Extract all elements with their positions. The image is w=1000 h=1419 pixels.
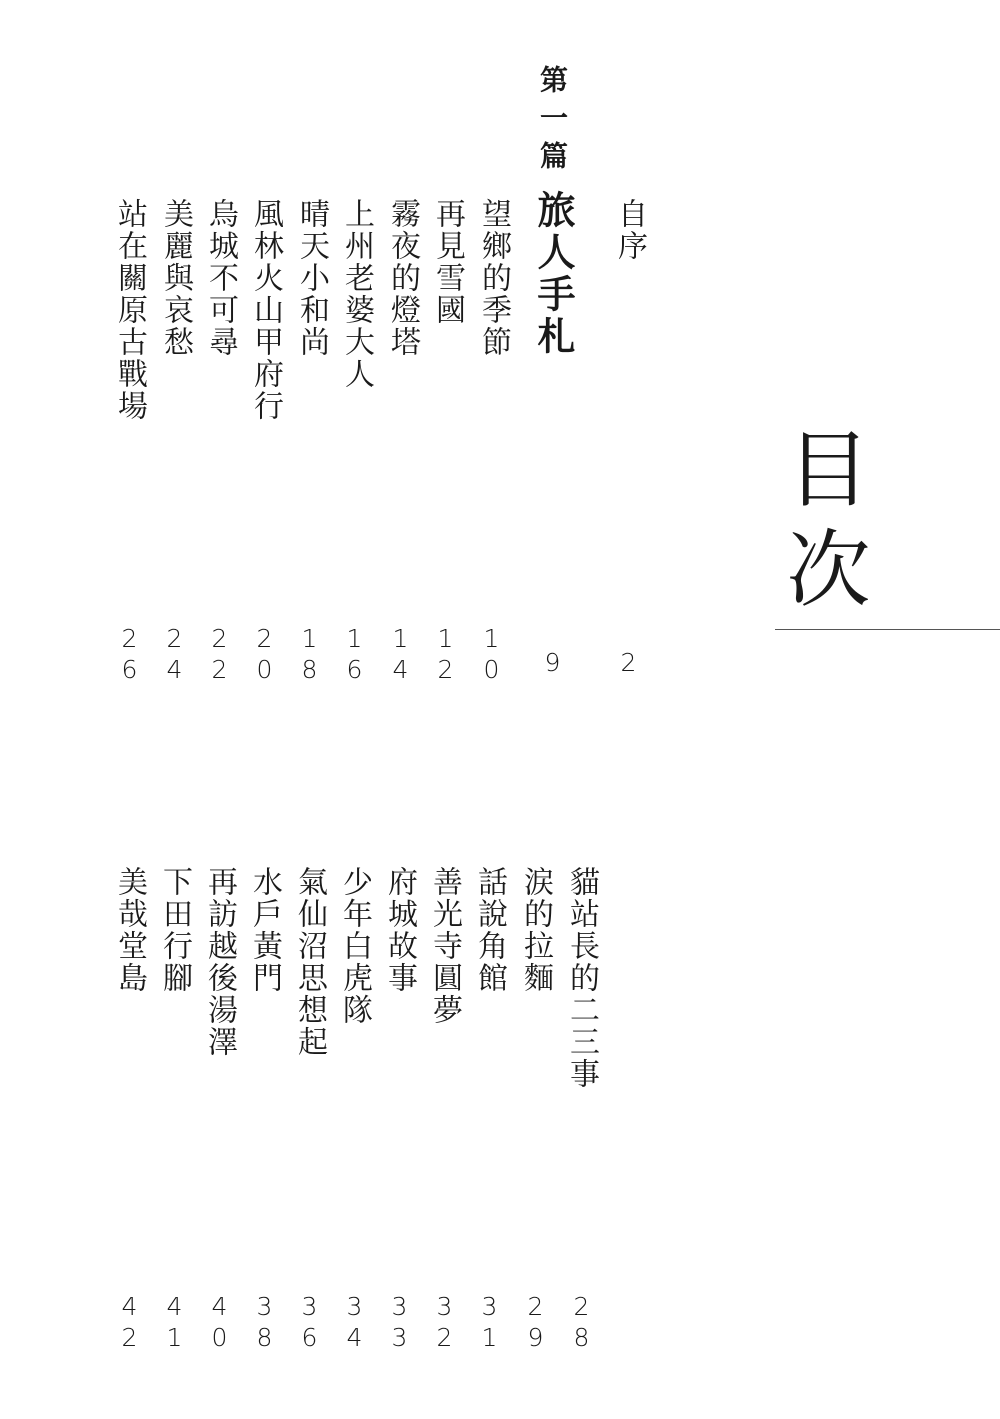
- toc-entry-title[interactable]: 下田行腳: [157, 866, 192, 994]
- toc-entry-page: 31: [475, 1292, 504, 1354]
- part-label: 第一篇: [536, 65, 569, 179]
- toc-entry-title[interactable]: 再見雪國: [430, 198, 465, 326]
- toc-entry-page: 12: [431, 624, 460, 686]
- toc-entry-page: 34: [340, 1292, 369, 1354]
- toc-entry-title[interactable]: 望鄉的季節: [476, 198, 511, 358]
- toc-entry-page: 41: [160, 1292, 189, 1354]
- toc-entry-page: 16: [340, 624, 369, 686]
- toc-entry-title[interactable]: 霧夜的燈塔: [385, 198, 420, 358]
- toc-entry-preface-page: 2: [614, 648, 643, 679]
- toc-entry-page: 14: [386, 624, 415, 686]
- toc-entry-page: 18: [295, 624, 324, 686]
- title-divider: [775, 629, 1000, 630]
- toc-entry-title[interactable]: 少年白虎隊: [337, 866, 372, 1026]
- toc-entry-title[interactable]: 再訪越後湯澤: [202, 866, 237, 1058]
- page-title: 目次: [773, 425, 871, 625]
- toc-entry-title[interactable]: 烏城不可尋: [203, 198, 238, 358]
- section-page: 9: [538, 648, 567, 679]
- toc-entry-title[interactable]: 美麗與哀愁: [158, 198, 193, 358]
- toc-entry-page: 33: [385, 1292, 414, 1354]
- toc-entry-page: 38: [250, 1292, 279, 1354]
- toc-entry-title[interactable]: 上州老婆大人: [339, 198, 374, 390]
- toc-entry-title[interactable]: 站在關原古戰場: [112, 198, 147, 422]
- toc-entry-page: 40: [205, 1292, 234, 1354]
- toc-entry-page: 29: [521, 1292, 550, 1354]
- toc-entry-preface-title[interactable]: 自序: [612, 198, 647, 262]
- toc-entry-page: 42: [115, 1292, 144, 1354]
- toc-entry-page: 28: [567, 1292, 596, 1354]
- toc-entry-page: 36: [295, 1292, 324, 1354]
- toc-entry-title[interactable]: 貓站長的二三事: [564, 866, 599, 1090]
- toc-entry-title[interactable]: 氣仙沼思想起: [292, 866, 327, 1058]
- toc-entry-title[interactable]: 府城故事: [382, 866, 417, 994]
- toc-entry-page: 22: [205, 624, 234, 686]
- toc-entry-page: 32: [430, 1292, 459, 1354]
- toc-entry-title[interactable]: 水戶黃門: [247, 866, 282, 994]
- toc-entry-title[interactable]: 美哉堂島: [112, 866, 147, 994]
- toc-entry-title[interactable]: 風林火山甲府行: [248, 198, 283, 422]
- toc-entry-title[interactable]: 涙的拉麵: [518, 866, 553, 994]
- toc-entry-title[interactable]: 晴天小和尚: [294, 198, 329, 358]
- toc-entry-page: 26: [115, 624, 144, 686]
- toc-entry-page: 10: [477, 624, 506, 686]
- toc-entry-title[interactable]: 話說角館: [472, 866, 507, 994]
- toc-entry-title[interactable]: 善光寺圓夢: [427, 866, 462, 1026]
- section-title: 旅人手札: [531, 190, 576, 358]
- toc-entry-page: 24: [160, 624, 189, 686]
- toc-entry-page: 20: [250, 624, 279, 686]
